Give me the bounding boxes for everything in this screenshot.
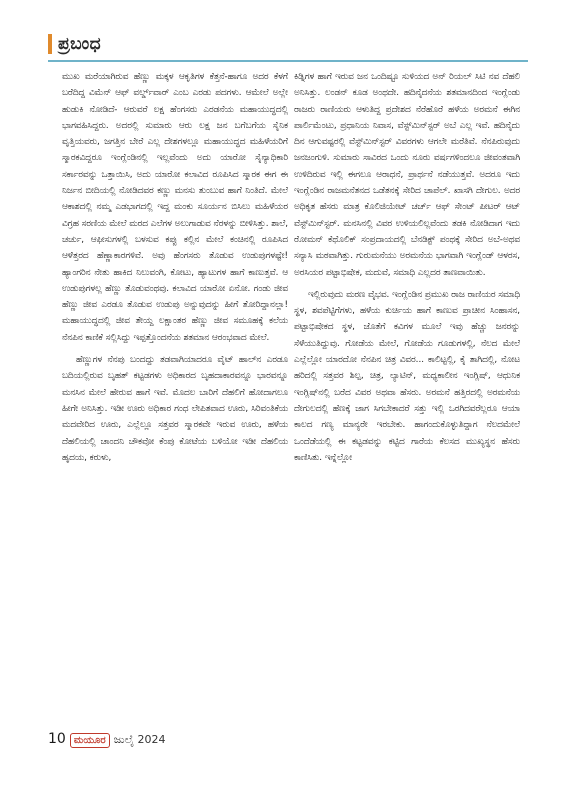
paragraph: ಹೆಣ್ಣುಗಳ ನೆನಪು ಬಂದದ್ದು ತಡವಾಗಿಯಾದರೂ ವೈಟ್ ಹಾಲ್‌ನ ಎರಡೂ ಬದಿಯಲ್ಲಿರುವ ಬೃಹತ್ ಕಟ್ಟಡಗಳು ಅಧಿಕಾರದ ಬೃಹದಾಕಾರವನ್ನೂ ಭಾರವನ್ನೂ ಮನಸಿನ ಮೇಲೆ ಹೇರುವ ಹಾಗೆ ಇವೆ. ಮೊದಲ ಬಾರಿಗೆ ದೆಹಲಿಗೆ ಹೋದಾಗಲೂ ಹೀಗೇ ಅನಿಸಿತ್ತು. ಇಡೀ ಊರು ಅಧಿಕಾರ ಗಂಧ ಲೇಪಿತವಾದ ಊರು, ಸಿರಿವಂತಿಕೆಯ ಮದವೇರಿದ ಊರು, ಎಲ್ಲೆಲ್ಲೂ ಸತ್ತವರ ಸ್ಮಾರಕವೇ ಇರುವ ಊರು, ಹಳೆಯ ದೆಹಲಿಯಲ್ಲಿ ಚಾಂದನಿ ಚೌಕವೋ ಕೆಂಪು ಕೋಟೆಯ ಬಳಿಯೋ ಇಡೀ ದೆಹಲಿಯ ಹೃದಯ, ಕರುಳು,	[62, 355, 288, 463]
magazine-logo: ಮಯೂರ	[70, 733, 110, 748]
header-divider	[48, 60, 528, 62]
article-body	[62, 69, 520, 725]
page-footer	[48, 731, 166, 748]
paragraph: ಕಿಡ್ನಿಗಳ ಹಾಗೆ ಇರುವ ಜನ ಒಂದಿಷ್ಟೂ ಸುಳಿಯದ ಅನ್ ರಿಯಲ್ ಸಿಟಿ ನವ ದೆಹಲಿ ಅನಿಸಿತ್ತು. ಲಂಡನ್ ಕೂಡ ಅಂಥದೇ. ಹದಿನೈದನೆಯ ಶತಮಾನದಿಂದ ಇಂಗ್ಲೆಂಡು ರಾಜರು ರಾಣಿಯರು ಆಳುತಿದ್ದ ಪ್ರದೇಶದ ನೆರೆಹೊರೆ ಹಳೆಯ ಅರಮನೆ ಈಗಿನ ಪಾರ್ಲಿಮೆಂಟು, ಪ್ರಧಾನಿಯ ನಿವಾಸ, ವೆಸ್ಟ್‌ಮಿನ್‌ಸ್ಟರ್ ಅಬೆ ಎಲ್ಲ ಇವೆ. ಹದಿನೈದು ದಿನ ಆಗುವಷ್ಟರಲ್ಲಿ ವೆಸ್ಟ್‌ಮಿನ್‌ಸ್ಟರ್ ವಿವರಗಳು ಆಗಲೇ ಮರೆತಿವೆ. ನೆನಪಿರುವುದು ಜನಜಂಗುಳಿ. ಸುಮಾರು ಸಾವಿರದ ಒಂದು ನೂರು ವರ್ಷಗಳಿಂದಲೂ ಜೀವಂತವಾಗಿ ಉಳಿದಿರುವ ಇಲ್ಲಿ ಈಗಲೂ ಆರಾಧನೆ, ಪ್ರಾರ್ಥನೆ ನಡೆಯುತ್ತವೆ. ಅದರೂ ಇದು ಇಂಗ್ಲೆಂಡಿನ ರಾಜಮನೆತನದ ಒಡೆತನಕ್ಕೆ ಸೇರಿದ ಚಾಪೆಲ್. ಖಾಸಗಿ ದೇಗುಲ. ಅದರ ಅಧಿಕೃತ ಹೆಸರು ಮಾತ್ರ ಕೊಲಿಜಿಯೇಟ್ ಚರ್ಚ್ ಆಫ್ ಸೇಂಟ್ ಪೀಟರ್ ಆಟ್ ವೆಸ್ಟ್‌ಮಿನ್‌ಸ್ಟರ್. ಮನಸಿನಲ್ಲಿ ವಿವರ ಉಳಿಯಲಿಲ್ಲವೆಂದು ತಡಕಿ ನೋಡಿದಾಗ ಇದು ರೋಮನ್ ಕೆಥೊಲಿಕ್ ಸಂಪ್ರದಾಯದಲ್ಲಿ ಬೆನಡಿಕ್ಟ್ ಪಂಥಕ್ಕೆ ಸೇರಿದ ಅಬೆ-ಅಥವ ಸನ್ಯಾಸಿ ಮಠವಾಗಿತ್ತು. ಗುರುಮನೆಯು ಅರಮನೆಯ ಭಾಗವಾಗಿ ಇಂಗ್ಲೆಂಡ್ ಆಳರಸ, ಅರಸಿಯರ ಪಟ್ಟಾಭಿಷೇಕ, ಮದುವೆ, ಸಮಾಧಿ ಎಲ್ಲದರ ತಾಣವಾಯಿತು.	[294, 72, 520, 278]
left-column	[62, 69, 288, 725]
page-header	[48, 34, 101, 54]
header-accent-bar	[48, 34, 52, 54]
issue-date: ಜುಲೈ 2024	[113, 733, 166, 746]
page-number: 10	[48, 731, 66, 747]
right-column	[294, 69, 520, 725]
paragraph: ಇಲ್ಲಿರುವುದು ಮರಣ ವೈಭವ. ಇಂಗ್ಲೆಂಡಿನ ಪ್ರಮುಖ ರಾಜ ರಾಣಿಯರ ಸಮಾಧಿ ಸ್ಥಳ, ಶವಪೆಟ್ಟಿಗೆಗಳು, ಹಳೆಯ ಕುರ್ಚಿಯ ಹಾಗೆ ಕಾಣುವ ಪ್ರಾಚೀನ ಸಿಂಹಾಸನ, ಪಟ್ಟಾಭಿಷೇಕದ ಸ್ಥಳ, ಜೊತೆಗೆ ಕವಿಗಳ ಮೂಲೆ ಇವು ಹೆಚ್ಚು ಜನರನ್ನು ಸೆಳೆಯುತಿದ್ದುವು. ಗೋಡೆಯ ಮೇಲೆ, ಗೋಡೆಯ ಗೂಡುಗಳಲ್ಲಿ, ನೆಲದ ಮೇಲೆ ಎಲ್ಲೆಲ್ಲೋ ಯಾರದೋ ನೆನಪಿನ ಚಿತ್ರ ವಿವರ... ಕಾಲಿಟ್ಟಲ್ಲಿ, ಕೈ ತಾಗಿದಲ್ಲಿ, ನೋಟ ಹರಿದಲ್ಲಿ ಸತ್ತವರ ಶಿಲ್ಪ, ಚಿತ್ರ, ಲ್ಯಾಟಿನ್, ಮಧ್ಯಕಾಲೀನ ಇಂಗ್ಲಿಷ್, ಆಧುನಿಕ ಇಂಗ್ಲಿಷ್‌ನಲ್ಲಿ ಬರೆದ ವಿವರ ಅಥವಾ ಹೆಸರು. ಅರಮನೆ ಹತ್ತಿರದಲ್ಲಿ ಅರಮನೆಯ ದೇಗುಲದಲ್ಲಿ ಹೆಣಕ್ಕೆ ಜಾಗ ಸಿಗಬೇಕಾದರೆ ಸತ್ತು ಇಲ್ಲಿ ಒರಗಿದವರೆಲ್ಲರೂ ಆಯಾ ಕಾಲದ ಗಣ್ಯ ಮಾನ್ಯರೇ ಇರಬೇಕು. ಹಾಗಂದುಕೊಳ್ಳುತಿದ್ದಾಗ ನೆಲದಮೇಲೆ ಒಂದೆಡೆಯಲ್ಲಿ ಈ ಕಟ್ಟಡವನ್ನು ಕಟ್ಟಿದ ಗಾರೆಯ ಕೆಲಸದ ಮುಖ್ಯಸ್ಥನ ಹೆಸರು ಕಾಣಿಸಿತು. ಇನ್ನೆಲ್ಲೋ	[294, 289, 520, 463]
paragraph: ಮುಖ ಮರೆಯಾಗಿರುವ ಹೆಣ್ಣು ಮಕ್ಕಳ ಆಕೃತಿಗಳ ಕೆತ್ತನೆ-ಹಾಗೂ ಅದರ ಕೆಳಗೆ ಬರೆದಿದ್ದ ವಿಮೆನ್ ಆಫ್ ವರ್ಲ್ಡ್‌ವಾರ್ ಎಂಬ ಎರಡು ಪದಗಳು. ಆಮೇಲೆ ಅಲ್ಲೇ ಹುಡುಕಿ ನೋಡಿದೆ- ಆರುವರೆ ಲಕ್ಷ ಹೆಂಗಸರು ಎರಡನೆಯ ಮಹಾಯುದ್ಧದಲ್ಲಿ ಭಾಗವಹಿಸಿದ್ದರು. ಅದರಲ್ಲಿ ಸುಮಾರು ಆರು ಲಕ್ಷ ಜನ ಬಗೆಬಗೆಯ ಸೈನಿಕ ವೃತ್ತಿಯವರು, ಜಗತ್ತಿನ ಬೇರೆ ಎಲ್ಲ ದೇಶಗಳಲ್ಲೂ ಮಹಾಯುದ್ಧದ ಮಹಿಳೆಯರಿಗೆ ಸ್ಮಾರಕವಿದ್ದರೂ ಇಂಗ್ಲೆಂಡಿನಲ್ಲಿ ಇಲ್ಲವೆಂದು ಅದು ಯಾರೋ ಸೈನ್ಯಾಧಿಕಾರಿ ಸರ್ಕಾರವನ್ನು ಒತ್ತಾಯಿಸಿ, ಅದು ಯಾರೋ ಕಲಾವಿದ ರೂಪಿಸಿದ ಸ್ಮಾರಕ ಈಗ ಈ ನಿರ್ಜನ ಬೀದಿಯಲ್ಲಿ ನೋಡಿದವರ ಕಣ್ಣು ಮನಸು ತುಂಬುವ ಹಾಗೆ ನಿಂತಿದೆ. ಮೇಲೆ ಆಕಾಶದಲ್ಲಿ ನಮ್ಮ ಎಡಭಾಗದಲ್ಲಿ ಇದ್ದ ಮಂಕು ಸೂರ್ಯನ ಬಿಸಿಲು ಮಹಿಳೆಯರ ವಿಗ್ರಹ ಸರಣಿಯ ಮೇಲೆ ಮರದ ಎಲೆಗಳ ಅಲುಗಾಡುವ ನೆರಳನ್ನು ಬೀಳಿಸಿತ್ತು. ಶಾಲೆ, ಚರ್ಚು, ಆಫೀಸುಗಳಲ್ಲಿ ಬಳಸುವ ಕಪ್ಪು ಕಲ್ಲಿನ ಮೇಲೆ ಕಂಚಿನಲ್ಲಿ ರೂಪಿಸಿದ ಆಳೆತ್ತರದ ಹೆಣ್ಣಾಕಾರಗಳಿವೆ. ಅವು ಹೆಂಗಸರು ತೊಡುವ ಉಡುಪುಗಳಷ್ಟೇ! ಹ್ಯಾಂಗರಿನ ನೇತು ಹಾಕಿದ ನಿಲುವಂಗಿ, ಕೋಟು, ಹ್ಯಾಟುಗಳ ಹಾಗೆ ಕಾಣುತ್ತವೆ. ಆ ಉಡುಪುಗಳಲ್ಲ ಹೆಣ್ಣು ತೊಡುವಂಥವು. ಕಲಾವಿದ ಯಾರೋ ಏನೋ. ಗಂಡು ಜೀವ ಹೆಣ್ಣು ಜೀವ ಎರಡೂ ತೊಡುವ ಉಡುಪು ಅನ್ನುವುದನ್ನು ಹೀಗೆ ತೋರಿದ್ದಾನಲ್ಲಾ! ಮಹಾಯುದ್ಧದಲ್ಲಿ ಜೀವ ತೇಯ್ದ ಲಕ್ಷಾಂತರ ಹೆಣ್ಣು ಜೀವ ಸಮೂಹಕ್ಕೆ ಕಲೆಯ ನೆನಪಿನ ಕಾಣಿಕೆ ಸಲ್ಲಿಸಿದ್ದು ಇಪ್ಪತ್ತೊಂದನೆಯ ಶತಮಾನ ಆರಂಭವಾದ ಮೇಲೆ.	[62, 72, 288, 343]
section-title: ಪ್ರಬಂಧ	[58, 34, 102, 54]
